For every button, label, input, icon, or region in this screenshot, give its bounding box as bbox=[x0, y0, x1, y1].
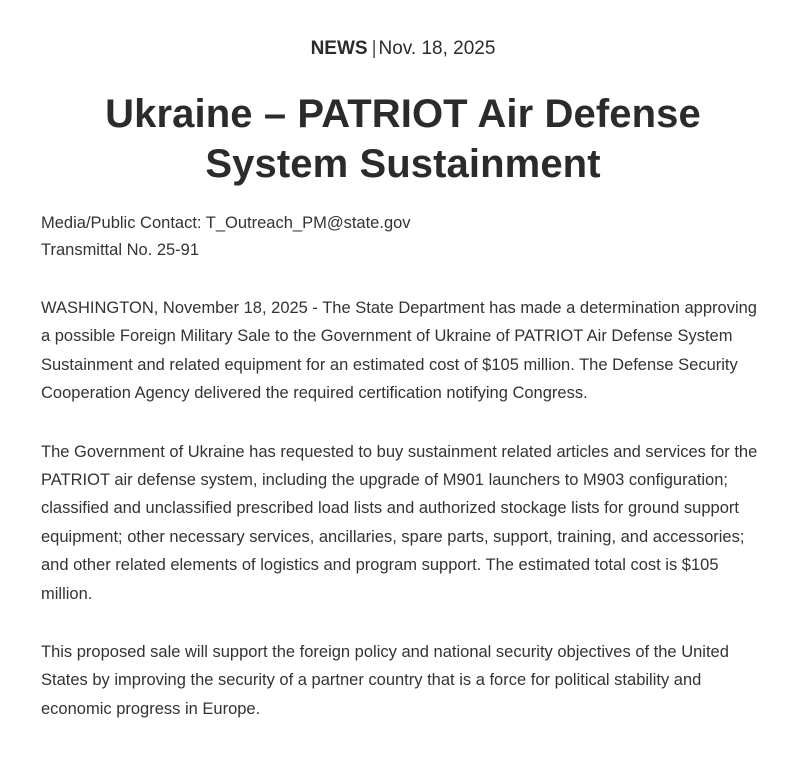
publish-date: Nov. 18, 2025 bbox=[378, 38, 496, 59]
category-label[interactable]: NEWS bbox=[310, 38, 368, 59]
transmittal-number: Transmittal No. 25-91 bbox=[41, 241, 200, 259]
kicker-separator: | bbox=[371, 38, 377, 59]
page-title: Ukraine – PATRIOT Air Defense System Sustainment bbox=[105, 92, 701, 186]
contact-block bbox=[41, 210, 765, 264]
article-body bbox=[41, 294, 765, 723]
body-paragraph-3: This proposed sale will support the foreign policy and national security objectives of the United States by improving the security of a partner country that is a force for political stability and economic progress in Europe. bbox=[41, 643, 729, 718]
body-paragraph-2: The Government of Ukraine has requested to buy sustainment related articles and services for the PATRIOT air defense system, including the upgrade of M901 launchers to M903 configuration; classified and unclassified prescribed load lists and authorized stockage lists for ground support equipment; other necessary services, ancillaries, spare parts, support, training, and accessories; and other related elements of logistics and program support. The estimated total cost is $105 million. bbox=[41, 442, 758, 603]
media-contact: Media/Public Contact: T_Outreach_PM@state.gov bbox=[41, 214, 411, 232]
article-kicker bbox=[41, 0, 765, 61]
body-paragraph-1: WASHINGTON, November 18, 2025 - The State Department has made a determination approving a possible Foreign Military Sale to the Government of Ukraine of PATRIOT Air Defense System Sustainment and related equipment for an estimated cost of $105 million. The Defense Security Cooperation Agency delivered the required certification notifying Congress. bbox=[41, 299, 757, 403]
